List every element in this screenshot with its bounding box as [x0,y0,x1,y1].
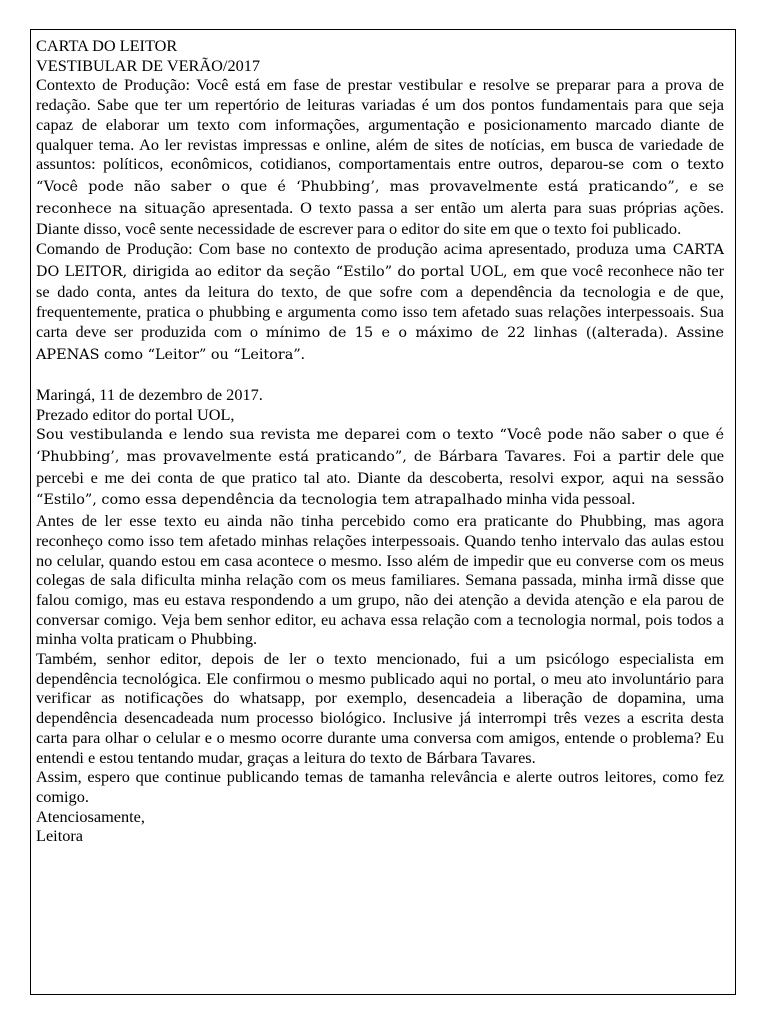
document-subtitle: VESTIBULAR DE VERÃO/2017 [36,55,261,75]
letter-p1-highlight-2: expor, aqui na sessão “Estilo”, como essa dependência da tecnologia tem atrapalhado [36,470,724,509]
letter-p1-end: minha vida pessoal. [502,489,636,509]
command-middle-text: você reconhece não ter se dado conta, antes da leitura do texto, de que sofre com a dependência da tecnologia e de que, frequentemente, pratica o phubbing e argumenta como isso tem afetado suas relações interpessoais. Sua carta deve ser produzida com o [36,260,724,341]
command-end-text: . [300,343,305,363]
letter-p1-highlight: Sou vestibulanda e lendo sua revista me deparei com o texto “Você pode não saber o que é ‘Phubbing’, mas provavelmente está praticando”, de Bárbara Tavares. Foi a partir [36,427,724,466]
production-context [36,75,724,239]
letter-paragraph-1 [36,424,724,511]
context-highlight-text: se com o texto “Você pode não saber o que é ‘Phubbing’, mas provavelmente está praticando”, e se reconhece na situação [36,157,725,217]
production-command [36,239,724,365]
letter-paragraph-4: Assim, espero que continue publicando temas de tamanha relevância e alerte outros leitores, como fez comigo. [36,767,724,806]
command-highlight-text: uma CARTA DO LEITOR, dirigida ao editor da seção “Estilo” do portal UOL, em que [36,242,724,280]
letter-place-date: Maringá, 11 de dezembro de 2017. [36,384,263,404]
document-title: CARTA DO LEITOR [36,36,178,55]
command-intro-text: Comando de Produção: Com base no contexto de produção acima apresentado, produza [36,239,635,259]
letter-salutation: Prezado editor do portal UOL, [36,404,235,424]
letter-p1-middle: dele que percebi e me dei conta de que pratico tal ato. Diante da descoberta, resolvi [36,446,725,487]
document-body [36,36,724,846]
letter-closing: Atenciosamente, [36,806,145,826]
spacer [36,365,724,385]
context-outro-text: apresentada. O texto passa a ser então um alerta para suas próprias ações. Diante disso, você sente necessidade de escrever para o editor do site em que o texto foi publicado. [36,197,724,239]
letter-signature: Leitora [36,826,84,846]
letter-paragraph-3: Também, senhor editor, depois de ler o texto mencionado, fui a um psicólogo especialista em dependência tecnológica. Ele confirmou o mesmo publicado aqui no portal, o meu ato involuntário para verificar as notificações do whatsapp, por exemplo, desencadeia a liberação de dopamina, uma dependência desencadeada num processo biológico. Inclusive já interrompi três vezes a escrita desta carta para olhar o celular e o mesmo ocorre durante uma conversa com amigos, entende o problema? Eu entendi e estou tentando mudar, graças a leitura do texto de Bárbara Tavares. [36,649,724,767]
command-highlight-text-2: mínimo de 15 e o máximo de 22 linhas ((alterada). Assine APENAS como “Leitor” ou “Leitora” [36,324,725,363]
context-intro-text: Contexto de Produção: Você está em fase de prestar vestibular e resolve se preparar para a prova de redação. Sabe que ter um repertório de leituras variadas é um dos pontos fundamentais para que seja capaz de elaborar um texto com informações, argumentação e posicionamento marcado diante de qualquer tema. Ao ler revistas impressas e online, além de sites de notícias, em busca de variedade de assuntos: políticos, econômicos, cotidianos, comportamentais entre outros, deparou- [36,75,724,174]
letter-paragraph-2: Antes de ler esse texto eu ainda não tinha percebido como era praticante do Phubbing, mas agora reconheço como isso tem afetado minhas relações interpessoais. Quando tenho intervalo das aulas estou no celular, quando estou em casa acontece o mesmo. Isso além de impedir que eu converse com os meus colegas de sala dificulta minha relação com os meus familiares. Semana passada, minha irmã disse que falou comigo, mas eu estava respondendo a um grupo, não dei atenção a devida atenção e ela parou de conversar comigo. Veja bem senhor editor, eu achava essa relação com a tecnologia normal, pois todos a minha volta praticam o Phubbing. [36,511,724,649]
